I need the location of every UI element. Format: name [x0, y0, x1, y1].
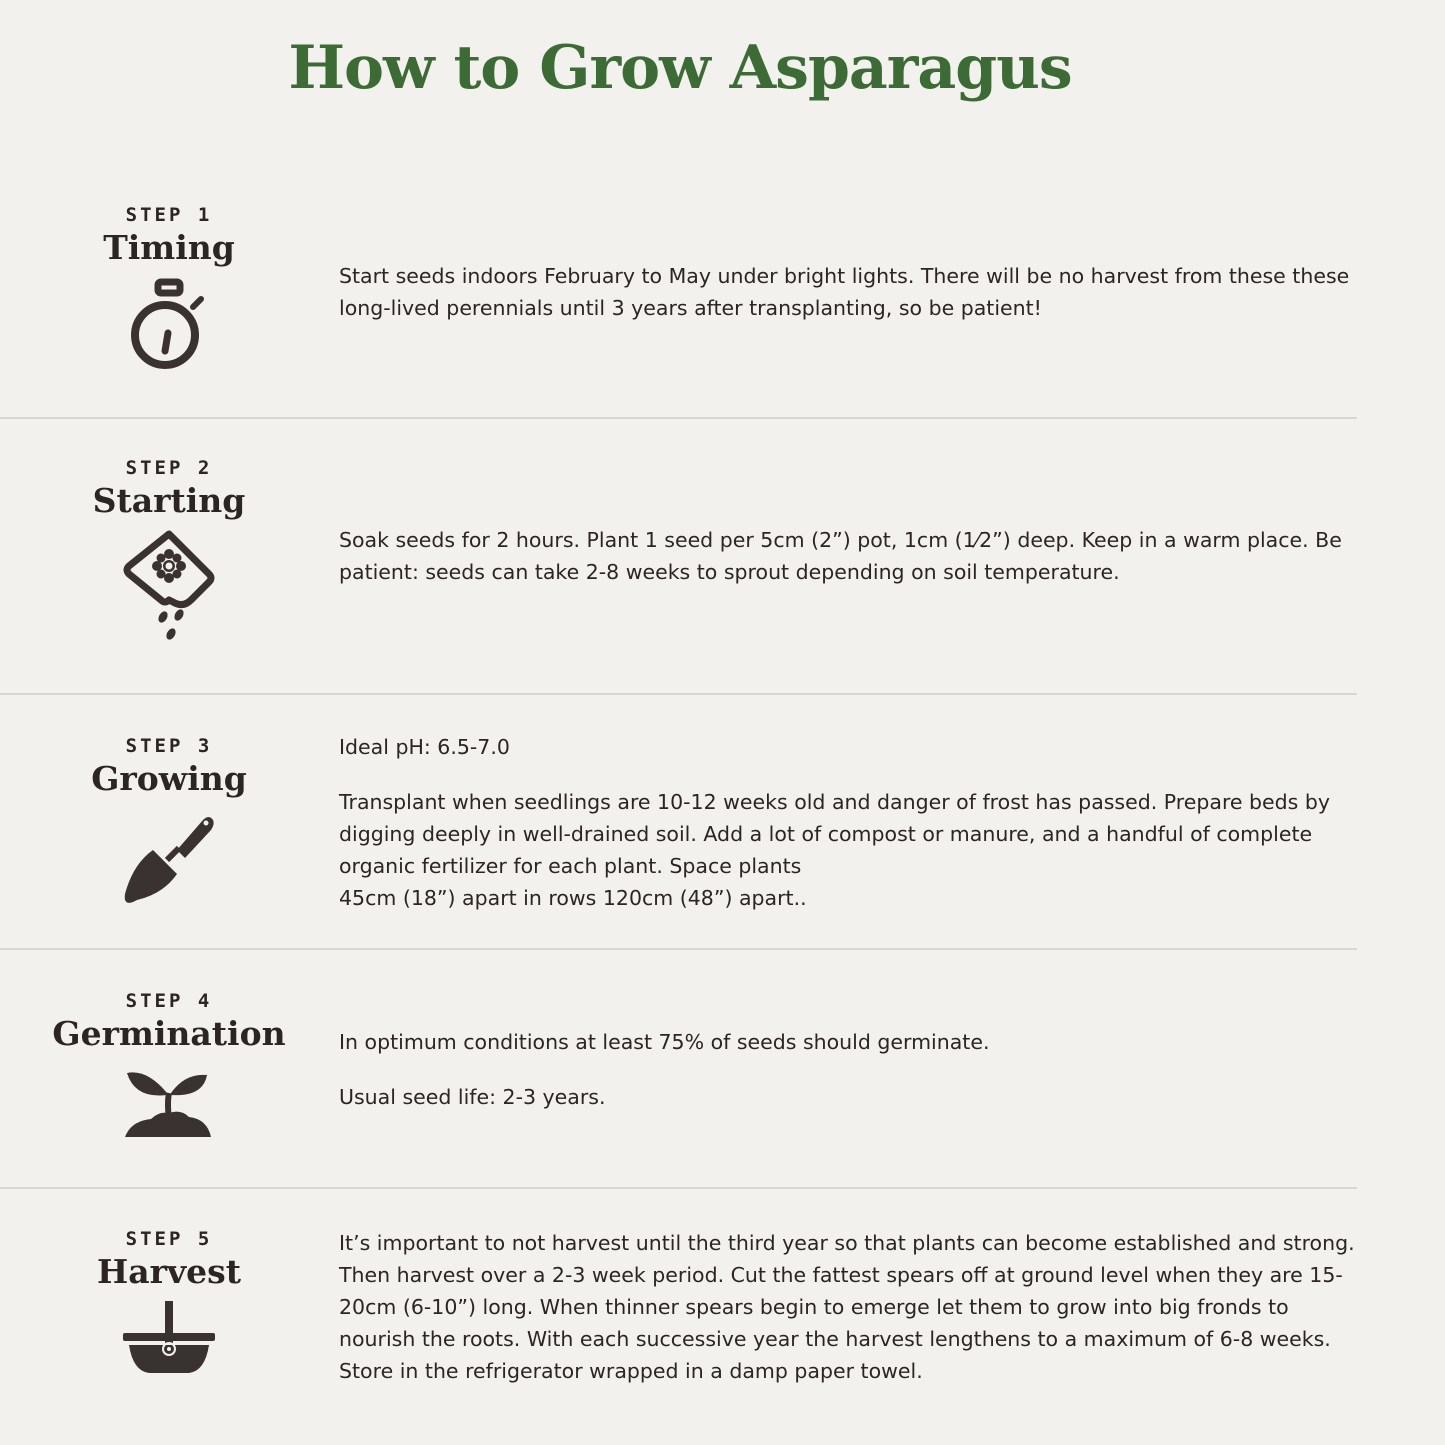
page-title: How to Grow Asparagus — [288, 33, 1072, 103]
step-2-description — [339, 524, 1357, 588]
step-3-header — [40, 734, 298, 912]
step-label: STEP 1 — [125, 204, 213, 226]
step-name: Growing — [91, 759, 247, 798]
paragraph: In optimum conditions at least 75% of seeds should germinate. — [339, 1030, 990, 1054]
step-5-description — [339, 1227, 1357, 1387]
step-1-description — [339, 260, 1357, 324]
step-label: STEP 3 — [125, 735, 213, 757]
paragraph: Start seeds indoors February to May under bright lights. There will be no harvest from these these long-lived perennials until 3 years after transplanting, so be patient! — [339, 264, 1350, 320]
transplant-block — [339, 786, 1357, 914]
paragraph: It’s important to not harvest until the third year so that plants can become established and strong. Then harvest over a 2-3 week period. Cut the fattest spears off at ground level when they are 15-20cm (6-10”) long. When thinner spears begin to emerge let them to grow into big fronds to nourish the roots. With each successive year the harvest lengthens to a maximum of 6-8 weeks. Store in the refrigerator wrapped in a damp paper towel. — [339, 1231, 1355, 1383]
step-2-header — [40, 456, 298, 646]
step-name: Timing — [103, 228, 235, 267]
paragraph: Transplant when seedlings are 10-12 weeks old and danger of frost has passed. Prepare beds by digging deeply in well-drained soil. Add a lot of compost or manure, and a handful of complete organic fertilizer for each plant. Space plants — [339, 790, 1331, 878]
step-name: Harvest — [97, 1252, 241, 1291]
step-4-description — [339, 1026, 1357, 1113]
divider — [0, 1187, 1357, 1189]
divider — [0, 417, 1357, 419]
paragraph: Ideal pH: 6.5-7.0 — [339, 735, 510, 759]
step-label: STEP 5 — [125, 1228, 213, 1250]
sprout-icon — [121, 1063, 217, 1141]
stopwatch-icon — [129, 277, 209, 373]
seed-packet-icon — [121, 530, 217, 646]
paragraph: 45cm (18”) apart in rows 120cm (48”) apart.. — [339, 886, 807, 910]
divider — [0, 693, 1357, 695]
basket-icon — [119, 1301, 219, 1377]
step-1-header — [40, 203, 298, 373]
step-name: Germination — [52, 1014, 286, 1053]
trowel-icon — [119, 808, 219, 912]
step-label: STEP 2 — [125, 457, 213, 479]
paragraph: Soak seeds for 2 hours. Plant 1 seed per 5cm (2”) pot, 1cm (1⁄2”) deep. Keep in a warm place. Be patient: seeds can take 2-8 weeks to sprout depending on soil temperature. — [339, 528, 1342, 584]
step-4-header — [40, 989, 298, 1141]
paragraph: Usual seed life: 2-3 years. — [339, 1085, 606, 1109]
step-label: STEP 4 — [125, 990, 213, 1012]
step-3-description — [339, 731, 1357, 914]
divider — [0, 948, 1357, 950]
step-5-header — [40, 1227, 298, 1377]
step-name: Starting — [92, 481, 246, 520]
